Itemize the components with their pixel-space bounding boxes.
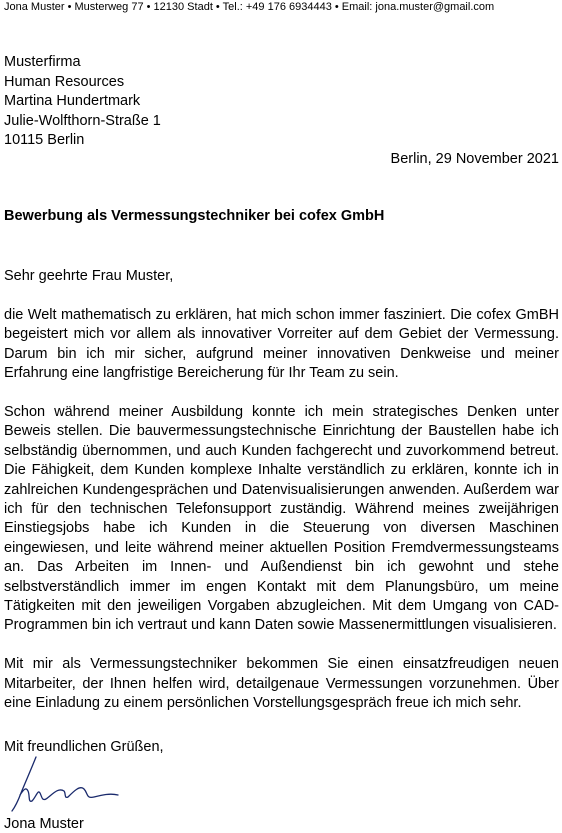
letter-subject: Bewerbung als Vermessungstechniker bei cofex GmbH <box>4 208 385 224</box>
body-paragraph-3: Mit mir als Vermessungstechniker bekommen Sie einen einsatzfreudigen neuen Mitarbeiter, der Ihnen helfen wird, detailgenaue Vermessungen vorzunehmen. Über eine Einladung zu einem persönlichen Vorstellungsgespräch freue ich mich sehr. <box>4 656 559 712</box>
recipient-city: 10115 Berlin <box>4 132 85 148</box>
letter-body <box>4 306 559 733</box>
handwritten-signature <box>6 755 126 817</box>
signer-name: Jona Muster <box>4 816 84 832</box>
letter-salutation: Sehr geehrte Frau Muster, <box>4 268 174 284</box>
recipient-address <box>4 53 161 151</box>
letter-date: Berlin, 29 November 2021 <box>390 151 559 167</box>
recipient-company: Musterfirma <box>4 54 81 70</box>
sender-address-line: Jona Muster • Musterweg 77 • 12130 Stadt • Tel.: +49 176 6934443 • Email: jona.muster@gmail.com <box>4 1 495 13</box>
body-paragraph-1: die Welt mathematisch zu erklären, hat mich schon immer fasziniert. Die cofex GmBH begeistert mich vor allem als innovativer Vorreiter auf dem Gebiet der Vermessung. Darum bin ich mir sicher, aufgrund meiner innovativen Denkweise und meiner Erfahrung eine langfristige Bereicherung für Ihr Team zu sein. <box>4 307 559 382</box>
letter-closing: Mit freundlichen Grüßen, <box>4 739 164 755</box>
recipient-department: Human Resources <box>4 73 125 90</box>
recipient-street: Julie-Wolfthorn-Straße 1 <box>4 112 161 129</box>
recipient-contact: Martina Hundertmark <box>4 93 141 109</box>
body-paragraph-2: Schon während meiner Ausbildung konnte ich mein strategisches Denken unter Beweis stellen. Die bauvermessungstechnische Einrichtung der Baustellen habe ich selbständig übernommen, und auch Kunden fachgerecht und zuvorkommend betreut. Die Fähigkeit, dem Kunden komplexe Inhalte verständlich zu erklären, konnte ich in zahlreichen Kundengesprächen und Datenvisualisierungen anwenden. Außerdem war ich für den technischen Telefonsupport zuständig. Während meines zweijährigen Einstiegsjobs habe ich Kunden in die Steuerung von diversen Maschinen eingewiesen, und leite während meiner aktuellen Position Fremdvermessungsteams an. Das Arbeiten im Innen- und Außendienst bin ich gewohnt und stehe selbstverständlich immer im engen Kontakt mit dem Planungsbüro, um meine Tätigkeiten mit den jeweiligen Vorgaben abzugleichen. Mit dem Umgang von CAD-Programmen bin ich vertraut und kann Daten sowie Massenermittlungen visualisieren. <box>4 404 559 634</box>
